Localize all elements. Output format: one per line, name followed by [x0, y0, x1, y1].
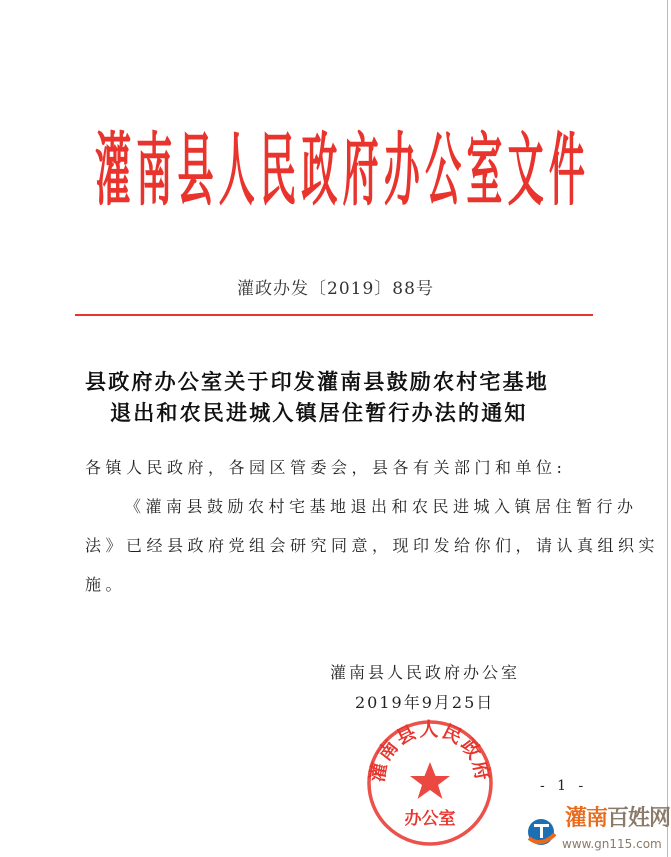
- signature-org: 灌南县人民政府办公室: [330, 663, 521, 682]
- header-char: 室: [466, 124, 503, 218]
- page-number: - 1 -: [540, 778, 588, 794]
- header-char: 县: [177, 124, 214, 218]
- document-title-line2: 退出和农民进城入镇居住暂行办法的通知: [110, 400, 528, 425]
- watermark-name-part1: 灌南: [565, 806, 608, 831]
- body-line: 施。: [85, 575, 127, 594]
- watermark-url: www.gn115.com: [562, 837, 662, 851]
- body-line: 《灌南县鼓励农村宅基地退出和农民进城入镇居住暂行办: [125, 497, 638, 516]
- red-divider: [75, 314, 593, 316]
- body-line: 法》已经县政府党组会研究同意，现印发给你们，请认真组织实: [85, 536, 660, 555]
- document-number: 灌政办发〔2019〕88号: [237, 279, 434, 299]
- official-seal: [365, 718, 495, 848]
- header-char: 灌: [95, 124, 132, 218]
- header-char: 南: [136, 124, 173, 218]
- document-header: [95, 118, 585, 218]
- watermark-site-name: [565, 806, 670, 832]
- star-icon: [410, 762, 450, 799]
- header-char: 人: [218, 124, 255, 218]
- header-char: 文: [507, 124, 544, 218]
- document-title-line1: 县政府办公室关于印发灌南县鼓励农村宅基地: [85, 369, 549, 394]
- header-char: 民: [260, 124, 297, 218]
- watermark-name-part2: 百姓网: [607, 806, 671, 831]
- signature-date: 2019年9月25日: [355, 693, 495, 712]
- header-char: 公: [425, 124, 462, 218]
- seal-bottom-text: 办公室: [404, 809, 456, 829]
- header-char: 府: [342, 124, 379, 218]
- page-border: [667, 0, 668, 857]
- header-char: 件: [548, 124, 585, 218]
- seal-ring-text: 灌南县人民政府: [366, 718, 494, 785]
- header-char: 政: [301, 124, 338, 218]
- logo-icon: [528, 819, 555, 845]
- header-char: 办: [383, 124, 420, 218]
- salutation: 各镇人民政府，各园区管委会，县各有关部门和单位:: [85, 458, 567, 477]
